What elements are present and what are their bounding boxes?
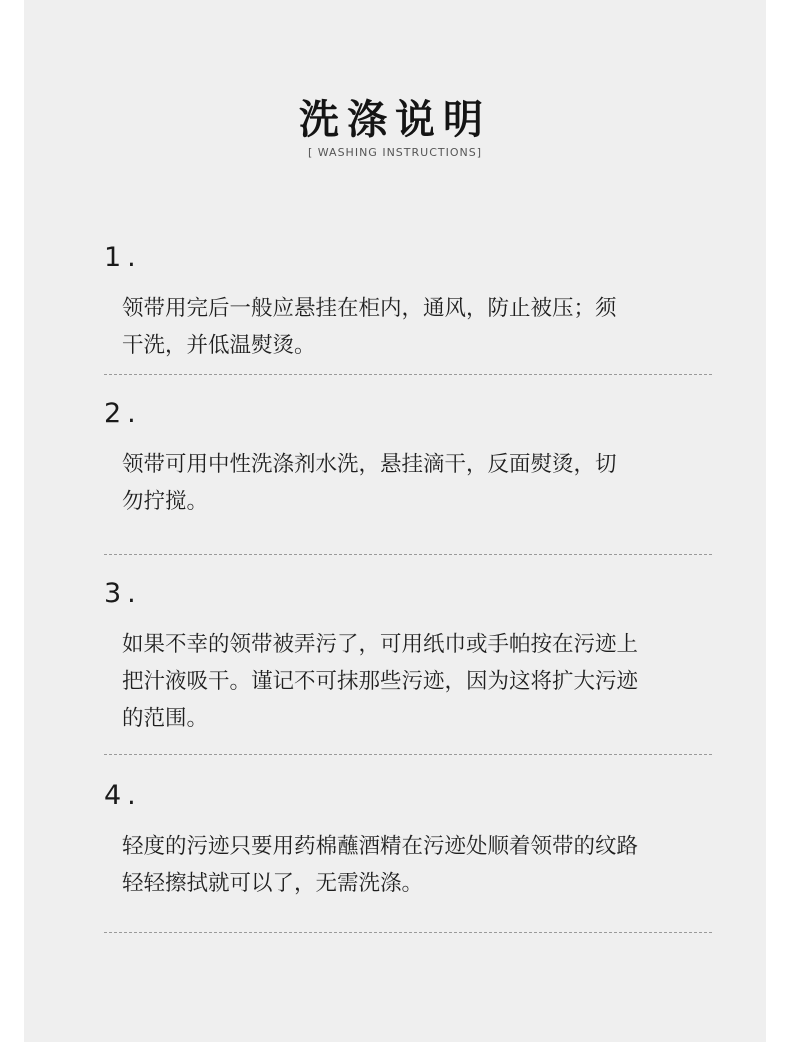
section-text: 如果不幸的领带被弄污了，可用纸巾或手帕按在污迹上 把汁液吸干。谨记不可抹那些污迹，因为这将扩大污迹 的范围。 bbox=[122, 632, 639, 731]
instruction-section-3 bbox=[104, 578, 716, 737]
section-text: 领带可用中性洗涤剂水洗，悬挂滴干，反面熨烫，切 勿拧搅。 bbox=[122, 452, 617, 514]
section-number: 1. bbox=[104, 242, 142, 273]
section-number: 3. bbox=[104, 578, 142, 609]
section-text: 领带用完后一般应悬挂在柜内，通风，防止被压；须 干洗，并低温熨烫。 bbox=[122, 296, 617, 358]
dashed-divider bbox=[104, 932, 712, 933]
instruction-section-1 bbox=[104, 242, 716, 364]
section-number: 4. bbox=[104, 780, 142, 811]
section-text: 轻度的污迹只要用药棉蘸酒精在污迹处顺着领带的纹路 轻轻擦拭就可以了，无需洗涤。 bbox=[122, 834, 639, 896]
dashed-divider bbox=[104, 754, 712, 755]
instruction-section-2 bbox=[104, 398, 716, 520]
instruction-section-4 bbox=[104, 780, 716, 902]
page-title: 洗涤说明 bbox=[299, 97, 491, 143]
dashed-divider bbox=[104, 374, 712, 375]
dashed-divider bbox=[104, 554, 712, 555]
page-subtitle: [ WASHING INSTRUCTIONS] bbox=[307, 146, 482, 159]
section-number: 2. bbox=[104, 398, 142, 429]
